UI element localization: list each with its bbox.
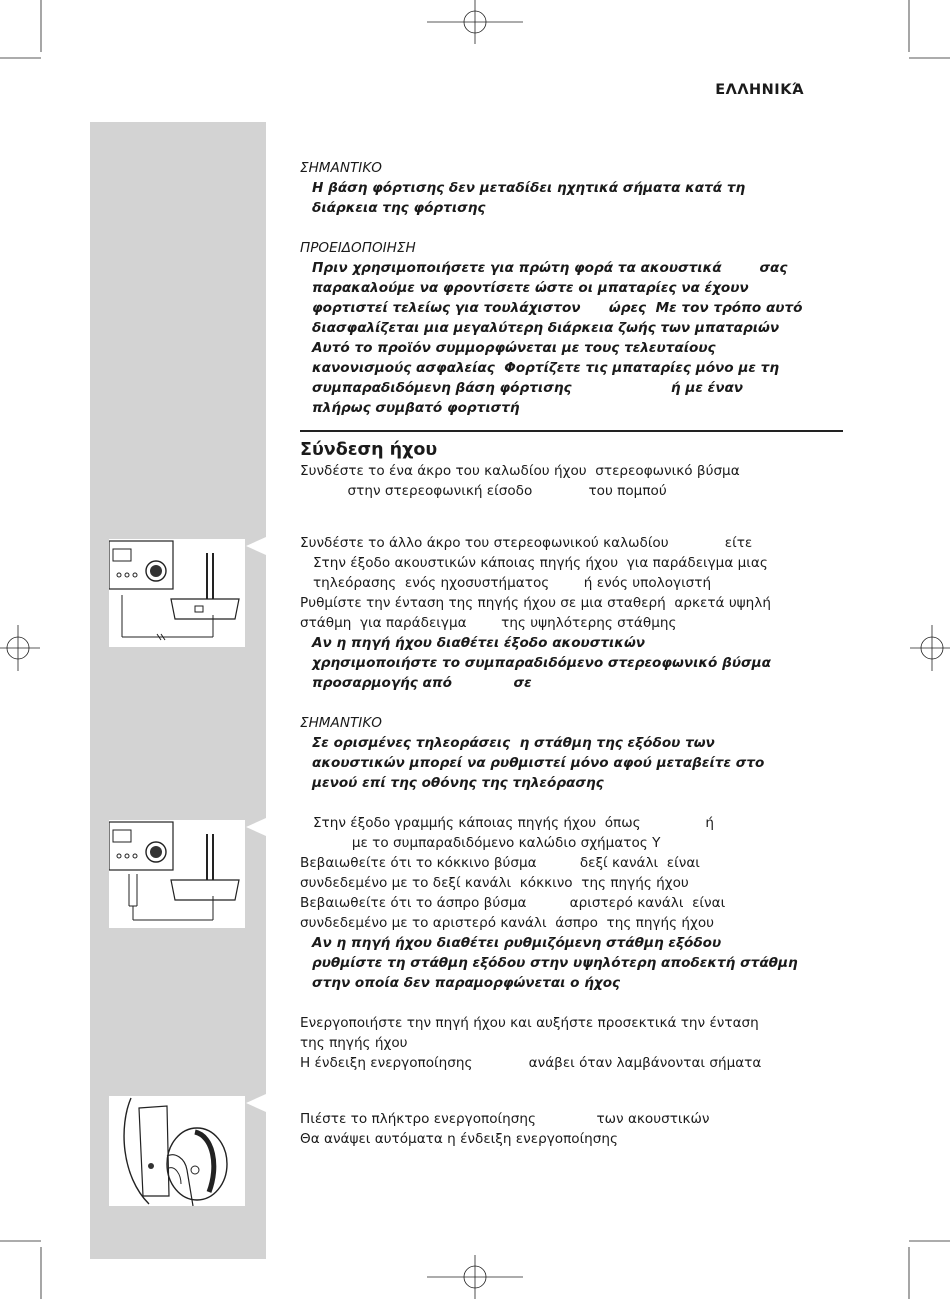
note-text: Αν η πηγή ήχου διαθέτει έξοδο ακουστικών <box>312 635 646 651</box>
important-text: ακουστικών μπορεί να ρυθμιστεί μόνο αφού μεταβείτε στο <box>312 755 765 771</box>
side-band <box>90 122 266 1259</box>
step-text: Η ένδειξη ενεργοποίησης ανάβει όταν λαμβάνονται σήματα <box>300 1055 762 1071</box>
important-text: μενού επί της οθόνης της τηλεόρασης <box>312 775 604 791</box>
illustration-pointer <box>246 818 266 836</box>
important-text: Σε ορισμένες τηλεοράσεις η στάθμη της εξόδου των <box>312 735 715 751</box>
step-text: στάθμη για παράδειγμα της υψηλότερης στάθμης <box>300 615 677 631</box>
step-text: Βεβαιωθείτε ότι το κόκκινο βύσμα δεξί κανάλι είναι <box>300 855 700 871</box>
illustration-pointer <box>246 1094 266 1112</box>
step-text: συνδεδεμένο με το αριστερό κανάλι άσπρο της πηγής ήχου <box>300 915 715 931</box>
warning-text: συμπαραδιδόμενη βάση φόρτισης ή με έναν <box>312 380 744 396</box>
warning-text: Πριν χρησιμοποιήσετε για πρώτη φορά τα ακουστικά σας <box>312 260 788 276</box>
step-text: Ενεργοποιήστε την πηγή ήχου και αυξήστε προσεκτικά την ένταση <box>300 1015 759 1031</box>
step-text: της πηγής ήχου <box>300 1035 408 1051</box>
transmitter-line-out-icon <box>109 820 245 928</box>
step-text: Στην έξοδο ακουστικών κάποιας πηγής ήχου για παράδειγμα μιας <box>300 555 768 571</box>
illustration-headphone-jack-connection <box>109 539 245 647</box>
warning-text: διασφαλίζεται μια μεγαλύτερη διάρκεια ζωής των μπαταριών <box>312 320 780 336</box>
headphone-power-icon <box>109 1096 245 1206</box>
language-label: ΕΛΛΗΝΙΚΆ <box>715 82 804 98</box>
important-title: ΣΗΜΑΝΤΙΚΟ <box>300 160 382 176</box>
step-text: Πιέστε το πλήκτρο ενεργοποίησης των ακουστικών <box>300 1111 710 1127</box>
step-text: τηλεόρασης ενός ηχοσυστήματος ή ενός υπολογιστή <box>300 575 712 591</box>
step-text: Βεβαιωθείτε ότι το άσπρο βύσμα αριστερό κανάλι είναι <box>300 895 726 911</box>
note-text: στην οποία δεν παραμορφώνεται ο ήχος <box>312 975 621 991</box>
note-text: χρησιμοποιήστε το συμπαραδιδόμενο στερεοφωνικό βύσμα <box>312 655 771 671</box>
note-text: ρυθμίστε τη στάθμη εξόδου στην υψηλότερη αποδεκτή στάθμη <box>312 955 798 971</box>
section-divider <box>300 430 843 433</box>
step-text: συνδεδεμένο με το δεξί κανάλι κόκκινο της πηγής ήχου <box>300 875 689 891</box>
transmitter-headphone-output-icon <box>109 539 245 647</box>
main-content <box>300 158 845 1149</box>
warning-text: φορτιστεί τελείως για τουλάχιστον ώρες Με τον τρόπο αυτό <box>312 300 803 316</box>
step-text: Στην έξοδο γραμμής κάποιας πηγής ήχου όπως ή <box>300 815 714 831</box>
step-text: Συνδέστε το ένα άκρο του καλωδίου ήχου στερεοφωνικό βύσμα <box>300 463 740 479</box>
step-text: στην στερεοφωνική είσοδο του πομπού <box>300 483 667 499</box>
illustration-pointer <box>246 537 266 555</box>
warning-text: κανονισμούς ασφαλείας Φορτίζετε τις μπαταρίες μόνο με τη <box>312 360 780 376</box>
step-text: Θα ανάψει αυτόματα η ένδειξη ενεργοποίησης <box>300 1131 618 1147</box>
important-text: Η βάση φόρτισης δεν μεταδίδει ηχητικά σήματα κατά τη <box>312 180 746 196</box>
warning-text: παρακαλούμε να φροντίσετε ώστε οι μπαταρίες να έχουν <box>312 280 749 296</box>
warning-text: πλήρως συμβατό φορτιστή <box>312 400 520 416</box>
note-text: προσαρμογής από σε <box>312 675 532 691</box>
illustration-line-out-connection <box>109 820 245 928</box>
warning-title: ΠΡΟΕΙΔΟΠΟΙΗΣΗ <box>300 240 416 256</box>
step-text: Ρυθμίστε την ένταση της πηγής ήχου σε μια σταθερή αρκετά υψηλή <box>300 595 771 611</box>
note-text: Αν η πηγή ήχου διαθέτει ρυθμιζόμενη στάθμη εξόδου <box>312 935 722 951</box>
important-text: διάρκεια της φόρτισης <box>312 200 486 216</box>
step-text: Συνδέστε το άλλο άκρο του στερεοφωνικού καλωδίου είτε <box>300 535 753 551</box>
important-title: ΣΗΜΑΝΤΙΚΟ <box>300 715 382 731</box>
section-heading: Σύνδεση ήχου <box>300 440 438 460</box>
illustration-headphone-power-button <box>109 1096 245 1206</box>
step-text: με το συμπαραδιδόμενο καλώδιο σχήματος Y <box>300 835 661 851</box>
warning-text: Αυτό το προϊόν συμμορφώνεται με τους τελευταίους <box>312 340 716 356</box>
